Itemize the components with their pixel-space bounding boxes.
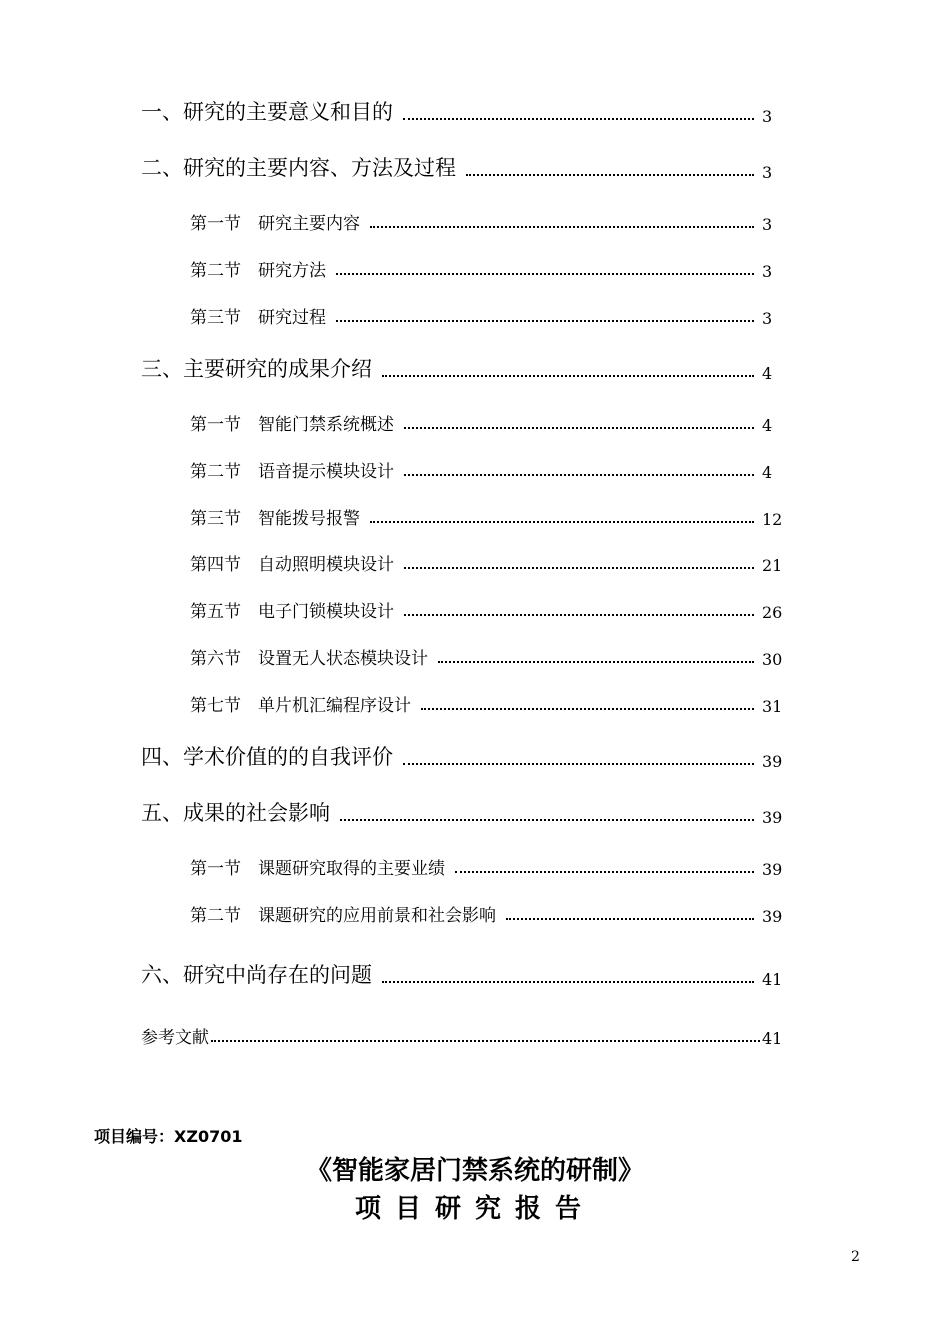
toc-dot-leader — [382, 375, 754, 377]
toc-entry-label: 第一节 课题研究取得的主要业绩 — [190, 859, 445, 879]
toc-entry-label: 第六节 设置无人状态模块设计 — [190, 649, 428, 669]
toc-entry-page: 39 — [762, 860, 783, 879]
toc-entry[interactable] — [141, 959, 790, 989]
toc-entry-label: 四、学术价值的的自我评价 — [141, 745, 393, 769]
toc-entry[interactable] — [190, 644, 790, 669]
toc-entry-page: 41 — [762, 970, 783, 989]
toc-dot-leader — [404, 474, 754, 476]
toc-entry-label: 第二节 语音提示模块设计 — [190, 462, 394, 482]
toc-entry-page: 12 — [762, 510, 783, 529]
toc-dot-leader — [340, 819, 754, 821]
toc-dot-leader — [438, 661, 754, 663]
toc-entry[interactable] — [190, 504, 790, 529]
toc-entry-page: 4 — [762, 463, 773, 482]
toc-entry-label: 第二节 课题研究的应用前景和社会影响 — [190, 906, 496, 926]
toc-dot-leader — [404, 567, 754, 569]
toc-entry[interactable] — [141, 96, 790, 126]
toc-entry-label: 参考文献 — [141, 1028, 209, 1048]
toc-dot-leader — [370, 521, 754, 523]
toc-entry[interactable] — [190, 457, 790, 482]
toc-entry[interactable] — [190, 209, 790, 234]
toc-entry-page: 4 — [762, 416, 773, 435]
toc-entry-page: 3 — [762, 107, 773, 126]
toc-entry-label: 五、成果的社会影响 — [141, 801, 330, 825]
toc-entry[interactable] — [190, 303, 790, 328]
toc-entry[interactable] — [190, 256, 790, 281]
toc-entry-label: 第七节 单片机汇编程序设计 — [190, 696, 411, 716]
toc-entry-page: 39 — [762, 808, 783, 827]
toc-entry-page: 30 — [762, 650, 783, 669]
toc-entry[interactable] — [190, 691, 790, 716]
toc-dot-leader — [382, 981, 754, 983]
toc-entry-label: 第三节 智能拨号报警 — [190, 509, 360, 529]
toc-dot-leader — [336, 320, 754, 322]
toc-entry[interactable] — [141, 1023, 790, 1048]
toc-entry-label: 第四节 自动照明模块设计 — [190, 555, 394, 575]
toc-dot-leader — [404, 427, 754, 429]
toc-entry-label: 六、研究中尚存在的问题 — [141, 963, 372, 987]
toc-entry[interactable] — [190, 901, 790, 926]
toc-dot-leader — [506, 918, 754, 920]
toc-dot-leader — [403, 118, 754, 120]
toc-entry-page: 3 — [762, 309, 773, 328]
toc-entry-label: 一、研究的主要意义和目的 — [141, 100, 393, 124]
toc-entry[interactable] — [190, 410, 790, 435]
report-title: 《智能家居门禁系统的研制》 — [305, 1156, 644, 1186]
toc-dot-leader — [403, 763, 754, 765]
toc-entry[interactable] — [190, 550, 790, 575]
toc-entry[interactable] — [141, 353, 790, 383]
toc-entry-page: 39 — [762, 752, 783, 771]
page-number: 2 — [851, 1249, 860, 1265]
toc-entry-label: 第一节 研究主要内容 — [190, 214, 360, 234]
toc-dot-leader — [466, 174, 754, 176]
toc-entry-page: 31 — [762, 697, 783, 716]
toc-dot-leader — [336, 273, 754, 275]
toc-entry-page: 39 — [762, 907, 783, 926]
toc-entry-label: 三、主要研究的成果介绍 — [141, 357, 372, 381]
toc-entry-page: 26 — [762, 603, 783, 622]
toc-entry-label: 第一节 智能门禁系统概述 — [190, 415, 394, 435]
toc-dot-leader — [455, 871, 754, 873]
toc-entry-page: 41 — [762, 1029, 783, 1048]
toc-entry-page: 3 — [762, 215, 773, 234]
toc-entry-label: 第三节 研究过程 — [190, 308, 326, 328]
report-subtitle: 项目研究报告 — [354, 1194, 595, 1224]
toc-entry[interactable] — [141, 741, 790, 771]
toc-entry-page: 4 — [762, 364, 773, 383]
toc-entry[interactable] — [141, 797, 790, 827]
toc-entry-label: 第五节 电子门锁模块设计 — [190, 602, 394, 622]
toc-entry-page: 21 — [762, 556, 783, 575]
toc-entry-page: 3 — [762, 163, 773, 182]
toc-dot-leader — [211, 1040, 760, 1042]
project-number: 项目编号：XZ0701 — [94, 1127, 243, 1146]
toc-entry[interactable] — [190, 854, 790, 879]
toc-entry[interactable] — [141, 152, 790, 182]
toc-dot-leader — [421, 708, 754, 710]
toc-dot-leader — [404, 614, 754, 616]
toc-entry[interactable] — [190, 597, 790, 622]
toc-entry-label: 第二节 研究方法 — [190, 261, 326, 281]
toc-entry-page: 3 — [762, 262, 773, 281]
toc-entry-label: 二、研究的主要内容、方法及过程 — [141, 156, 456, 180]
toc-dot-leader — [370, 226, 754, 228]
